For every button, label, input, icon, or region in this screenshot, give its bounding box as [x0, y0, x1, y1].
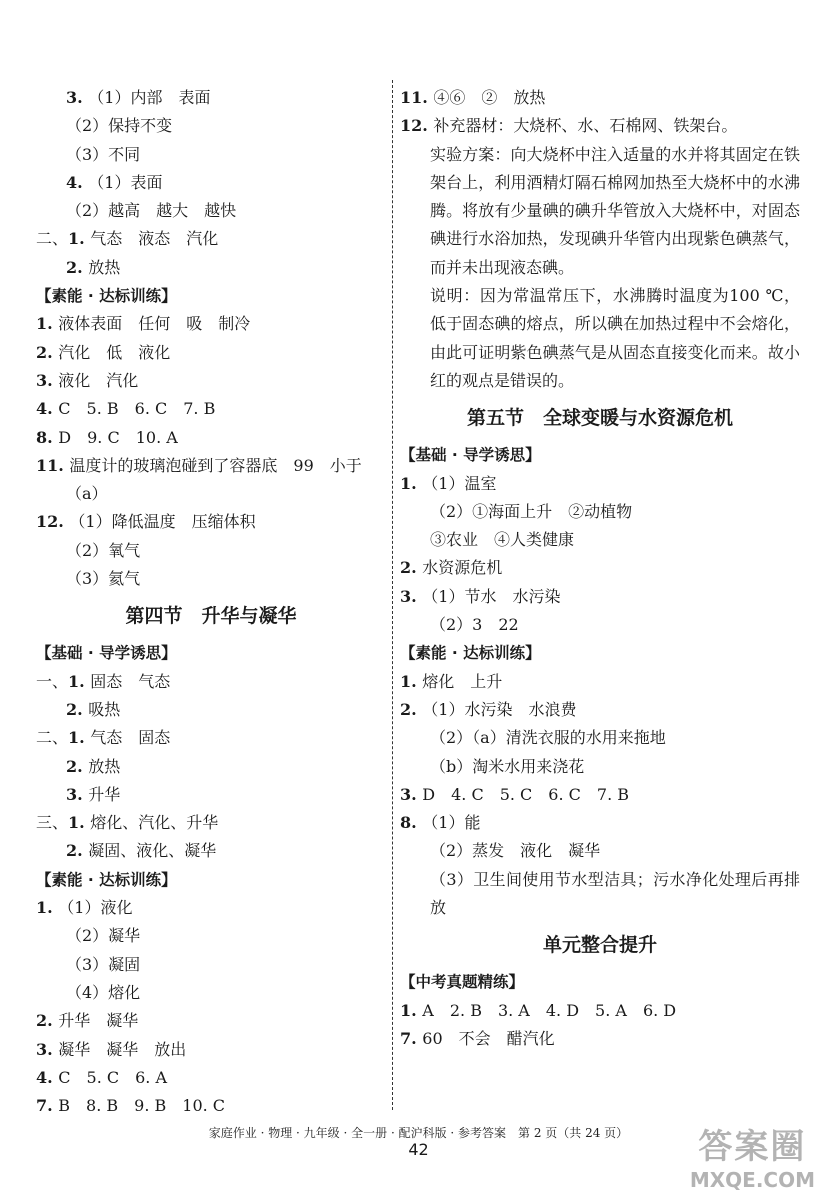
answer-text: 熔化、汽化、升华 [90, 813, 219, 833]
answer-line [400, 809, 800, 837]
answer-line [400, 554, 800, 582]
question-number: 3. [400, 784, 423, 804]
question-number: 12. [400, 116, 434, 136]
answer-line [400, 470, 800, 498]
answer-paragraph: 实验方案：向大烧杯中注入适量的水并将其固定在铁架台上，利用酒精灯隔石棉网加热至大烧杯中的水沸腾。将放有少量碘的碘升华管放入大烧杯中，对固态碘进行水浴加热，发现碘升华管内出现紫色碘蒸气，而并未出现液态碘。 [430, 144, 800, 277]
answer-line [36, 979, 386, 1007]
question-number: 11. [400, 88, 434, 107]
answer-text: 升华 凝华 [58, 1011, 139, 1031]
answer-line [400, 668, 800, 696]
answer-line [36, 668, 386, 696]
answer-text: 水资源危机 [422, 558, 503, 578]
answer-text: （1）水污染 水浪费 [422, 699, 577, 719]
answer-line [36, 537, 386, 565]
question-number: 3. [400, 586, 423, 606]
answer-line [400, 997, 800, 1025]
question-number: 2. [66, 257, 89, 277]
answer-text: （2）氧气 [66, 540, 141, 560]
left-column [36, 84, 386, 1120]
answer-paragraph: 说明：因为常温常压下，水沸腾时温度为100 ℃，低于固态碘的熔点，所以碘在加热过程中不会熔化，由此可证明紫色碘蒸气是从固态直接变化而来。故小红的观点是错误的。 [430, 286, 800, 390]
column-divider [392, 80, 393, 1110]
answer-text: （2）蒸发 液化 凝华 [430, 841, 601, 861]
answer-text: （b）淘米水用来浇花 [430, 756, 585, 776]
question-number: 3. [66, 784, 89, 804]
answer-text: 气态 液态 汽化 [90, 229, 219, 249]
question-number: 1. [400, 473, 423, 493]
answer-text: D 9. C 10. A [58, 427, 178, 447]
answer-line [400, 753, 800, 781]
answer-line [400, 84, 800, 112]
answer-line [400, 1025, 800, 1053]
answer-line [36, 395, 386, 423]
answer-line [36, 508, 386, 536]
answer-line [36, 1092, 386, 1120]
answer-line [36, 310, 386, 338]
answer-line [36, 696, 386, 724]
answer-line [36, 424, 386, 452]
right-column [400, 84, 800, 1053]
section-title: 单元整合提升 [542, 934, 657, 957]
subsection-heading: 【中考真题精练】 [400, 973, 525, 992]
answer-text: 汽化 低 液化 [58, 342, 171, 362]
answer-text: （1）节水 水污染 [422, 586, 561, 606]
part-label: 三、 [36, 813, 69, 833]
answer-text: 凝华 凝华 放出 [58, 1039, 187, 1059]
answer-text: （1）能 [422, 813, 481, 833]
answer-text: （3）氦气 [66, 569, 141, 589]
answer-text: 熔化 上升 [422, 671, 503, 691]
answer-text: （1）液化 [58, 898, 133, 918]
answer-line [36, 254, 386, 282]
question-number: 1. [68, 229, 91, 249]
question-number: 1. [68, 728, 91, 748]
answer-line [400, 526, 800, 554]
question-number: 2. [400, 558, 423, 578]
answer-line [36, 84, 386, 112]
answer-text: 温度计的玻璃泡碰到了容器底 99 小于 [69, 455, 362, 475]
answer-line [36, 753, 386, 781]
question-number: 2. [66, 756, 89, 776]
answer-text: 气态 固态 [90, 728, 171, 748]
question-number: 8. [400, 813, 423, 833]
question-number: 2. [36, 1011, 59, 1031]
question-number: 12. [36, 512, 70, 532]
answer-line [400, 112, 800, 140]
answer-text: C 5. B 6. C 7. B [58, 399, 216, 419]
part-label: 一、 [36, 671, 69, 691]
answer-text: （2）（a）清洗衣服的水用来拖地 [430, 728, 666, 748]
section-title: 第四节 升华与凝华 [125, 605, 297, 628]
answer-line [400, 498, 800, 526]
answer-line [36, 922, 386, 950]
question-number: 4. [36, 1067, 59, 1087]
answer-line [36, 781, 386, 809]
question-number: 1. [68, 671, 91, 691]
answer-text: 液体表面 任何 吸 制冷 [58, 314, 251, 334]
answer-line [400, 583, 800, 611]
subsection-heading: 【基础 · 导学诱思】 [400, 446, 541, 465]
watermark-url: MXQE.COM [689, 1168, 815, 1192]
answer-line [36, 197, 386, 225]
answer-text: （3）凝固 [66, 954, 141, 974]
answer-line [36, 809, 386, 837]
subsection-heading: 【基础 · 导学诱思】 [36, 644, 177, 663]
question-number: 4. [36, 399, 59, 419]
answer-text: （4）熔化 [66, 982, 141, 1002]
answer-text: 吸热 [88, 699, 121, 719]
answer-text: 凝固、液化、凝华 [88, 841, 217, 861]
answer-text: 放热 [88, 756, 121, 776]
part-label: 二、 [36, 728, 69, 748]
answer-text: 固态 气态 [90, 671, 171, 691]
answer-text: （2）3 22 [430, 615, 519, 635]
part-label: 二、 [36, 229, 69, 249]
answer-text: 液化 汽化 [58, 370, 139, 390]
question-number: 2. [66, 699, 89, 719]
question-number: 3. [66, 88, 89, 107]
answer-line [400, 724, 800, 752]
answer-text: （2）越高 越大 越快 [66, 201, 237, 221]
question-number: 1. [400, 671, 423, 691]
answer-text: A 2. B 3. A 4. D 5. A 6. D [422, 1000, 677, 1020]
answer-text: C 5. C 6. A [58, 1067, 168, 1087]
footer-caption: 家庭作业 · 物理 · 九年级 · 全一册 · 配沪科版 · 参考答案 第 2 页（共 24 页） [208, 1126, 629, 1140]
question-number: 2. [36, 342, 59, 362]
question-number: 7. [36, 1096, 59, 1116]
answer-text: 补充器材：大烧杯、水、石棉网、铁架台。 [433, 116, 738, 136]
answer-line [36, 452, 386, 480]
answer-line [36, 1036, 386, 1064]
question-number: 7. [400, 1028, 423, 1048]
answer-line [36, 480, 386, 508]
answer-line [36, 951, 386, 979]
watermark [690, 1119, 815, 1192]
answer-line [36, 367, 386, 395]
question-number: 2. [400, 699, 423, 719]
answer-text: （1）降低温度 压缩体积 [69, 512, 256, 532]
answer-text: ③农业 ④人类健康 [430, 530, 575, 550]
answer-text: 升华 [88, 784, 121, 804]
answer-line [36, 565, 386, 593]
question-number: 1. [36, 314, 59, 334]
answer-line [400, 781, 800, 809]
answer-text: B 8. B 9. B 10. C [58, 1096, 226, 1116]
answer-text: （1）温室 [422, 473, 497, 493]
question-number: 1. [36, 898, 59, 918]
answer-text: ④⑥ ② 放热 [433, 88, 546, 107]
question-number: 2. [66, 841, 89, 861]
answer-line [36, 339, 386, 367]
answer-text: （1）表面 [88, 172, 163, 192]
answer-line [400, 611, 800, 639]
answer-text: （3）不同 [66, 144, 141, 164]
watermark-title: 答案圈 [698, 1127, 807, 1167]
subsection-heading: 【素能 · 达标训练】 [400, 644, 541, 663]
question-number: 3. [36, 1039, 59, 1059]
subsection-heading: 【素能 · 达标训练】 [36, 870, 177, 889]
answer-text: D 4. C 5. C 6. C 7. B [422, 784, 630, 804]
answer-line [36, 894, 386, 922]
answer-line [36, 837, 386, 865]
question-number: 4. [66, 172, 89, 192]
answer-line [400, 696, 800, 724]
question-number: 11. [36, 455, 70, 475]
question-number: 1. [68, 813, 91, 833]
answer-text: （a） [66, 484, 108, 504]
answer-text: 60 不会 醋汽化 [422, 1028, 555, 1048]
subsection-heading: 【素能 · 达标训练】 [36, 287, 177, 306]
section-title: 第五节 全球变暖与水资源危机 [466, 407, 733, 430]
answer-line [36, 225, 386, 253]
answer-text: （2）①海面上升 ②动植物 [430, 501, 633, 521]
answer-line [36, 141, 386, 169]
answer-text: 放热 [88, 257, 121, 277]
answer-text: （2）凝华 [66, 926, 141, 946]
question-number: 3. [36, 370, 59, 390]
question-number: 1. [400, 1000, 423, 1020]
answer-line [36, 1064, 386, 1092]
answer-line [400, 837, 800, 865]
page-number: 42 [408, 1140, 429, 1159]
answer-line [36, 112, 386, 140]
answer-text: （1）内部 表面 [88, 88, 211, 107]
question-number: 8. [36, 427, 59, 447]
answer-line [36, 724, 386, 752]
answer-line [36, 1007, 386, 1035]
answer-text: （2）保持不变 [66, 116, 173, 136]
answer-line [36, 169, 386, 197]
answer-paragraph: （3）卫生间使用节水型洁具；污水净化处理后再排放 [430, 869, 800, 918]
